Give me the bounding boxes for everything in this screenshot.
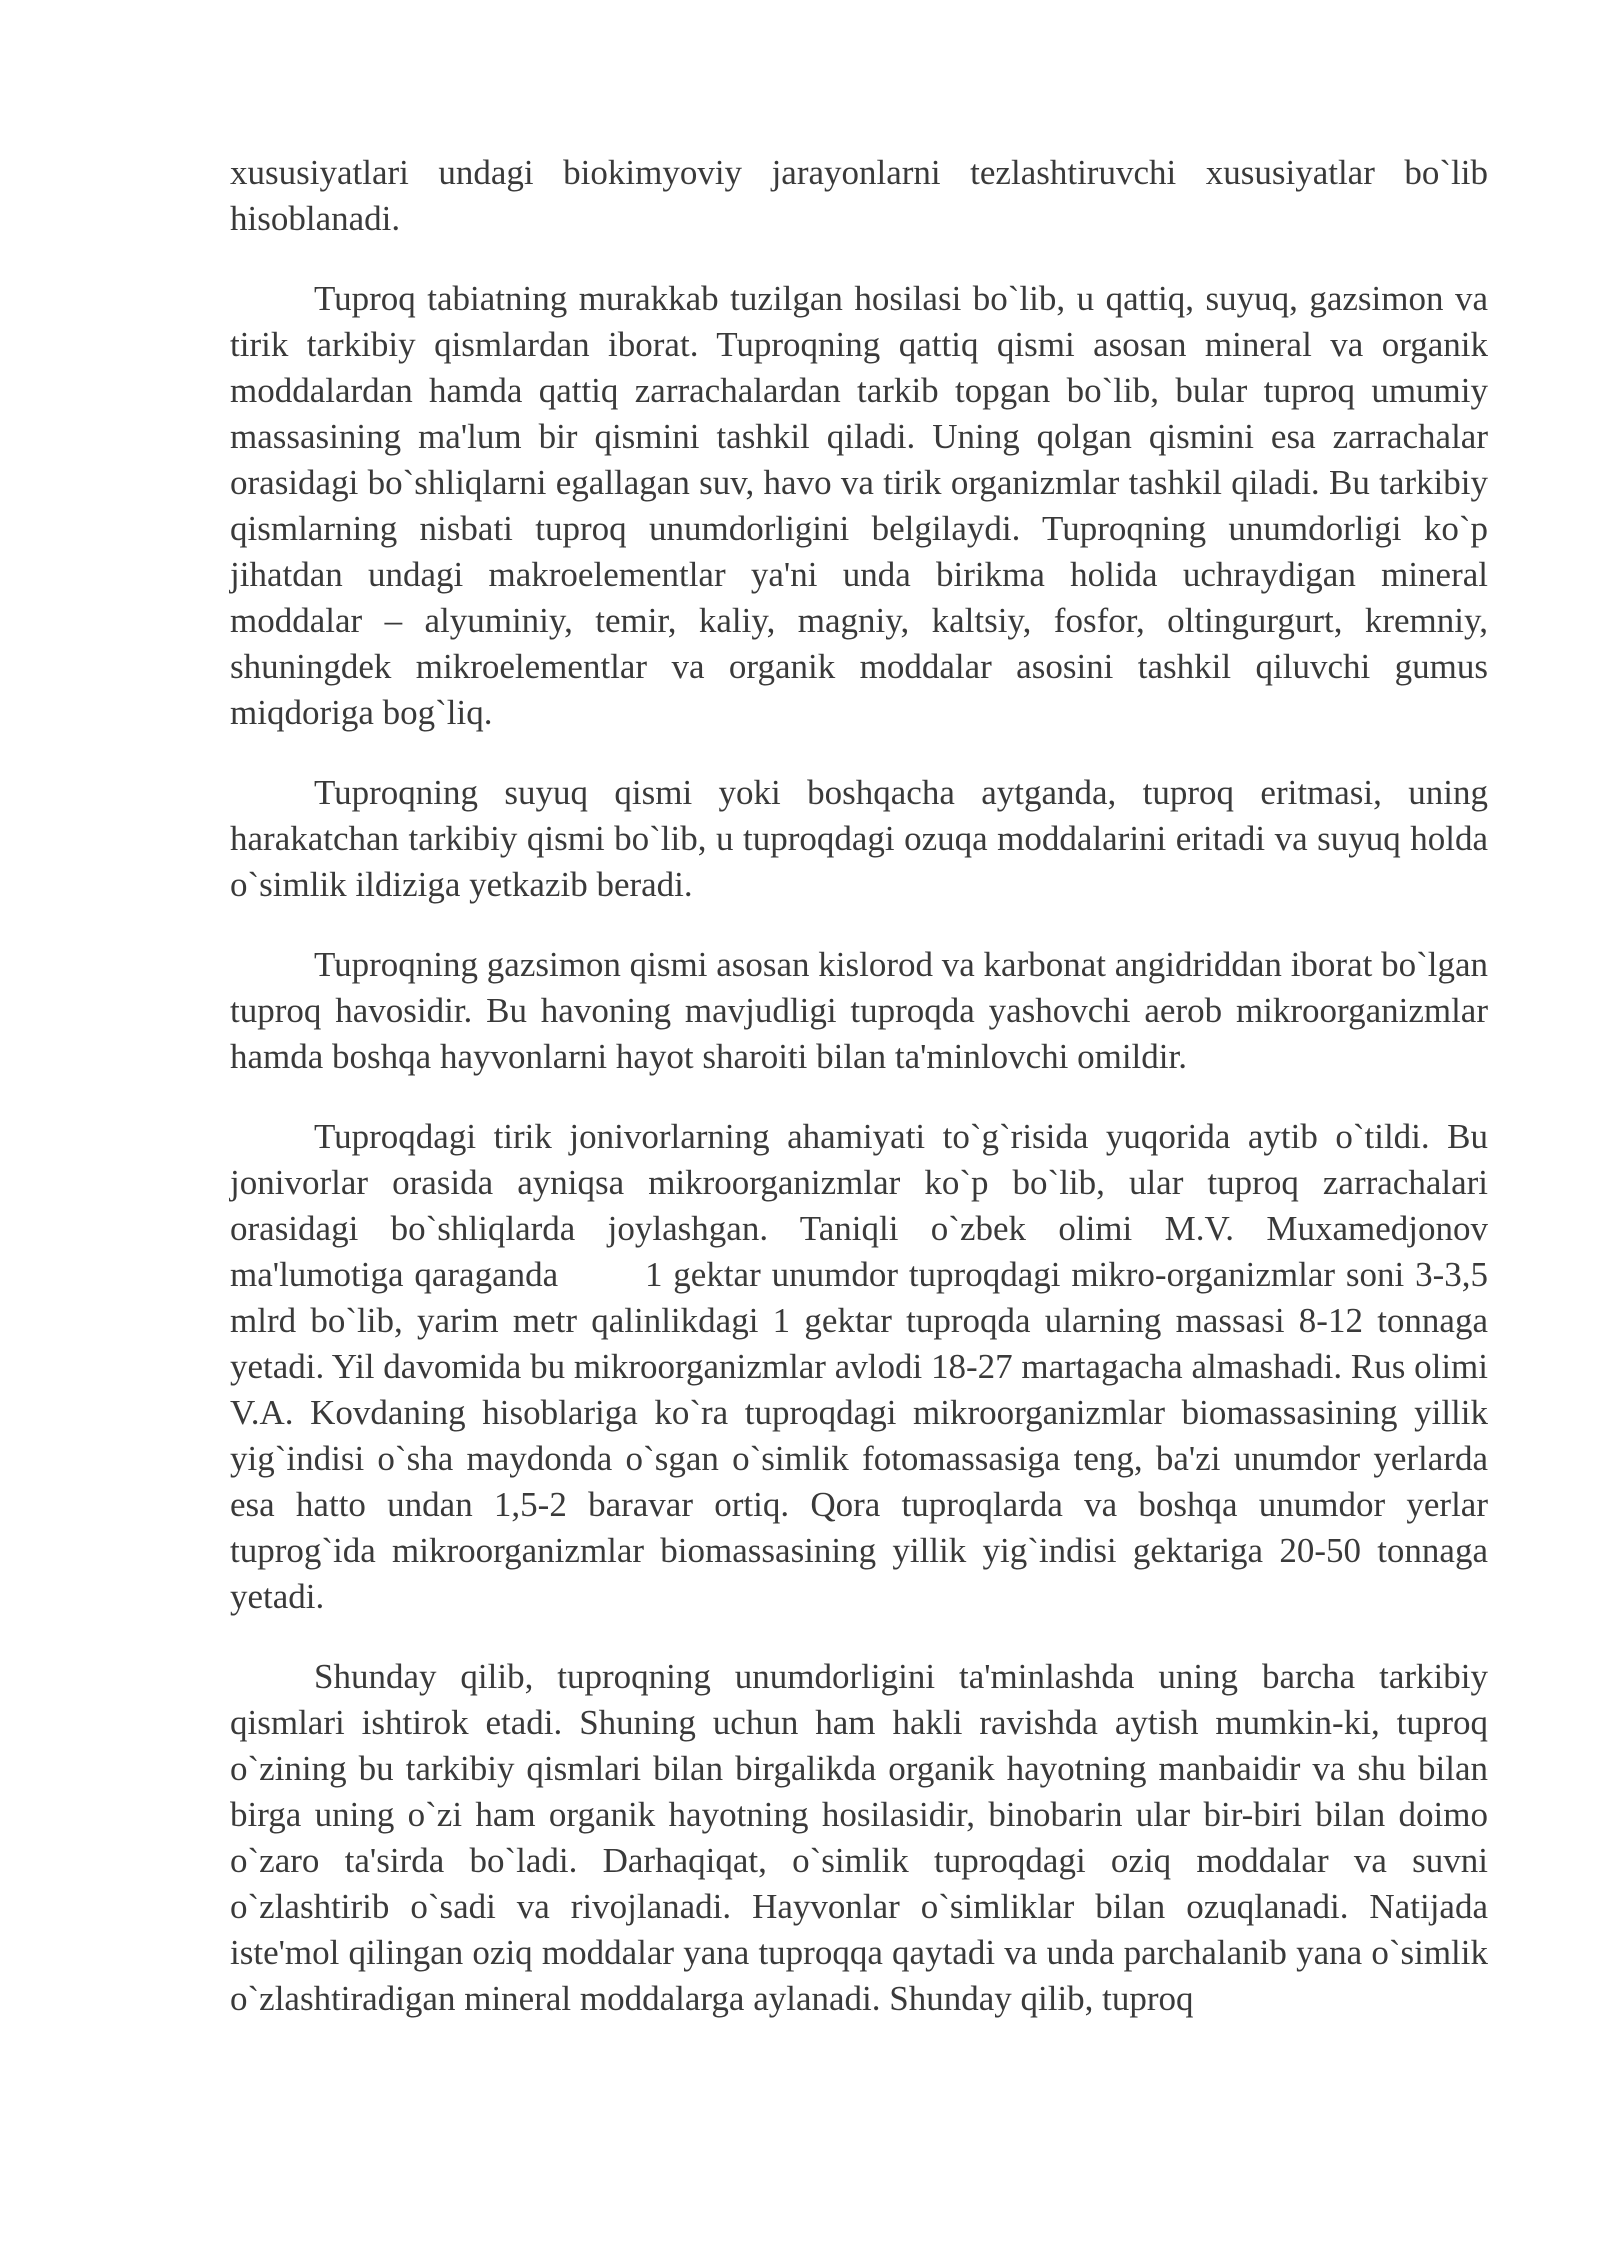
paragraph-5: Tuproqdagi tirik jonivorlarning ahamiyati to`g`risida yuqorida aytib o`tildi. Bu jonivorlar orasida ayniqsa mikroorganizmlar ko`p bo`lib, ular tuproq zarrachalari orasidagi bo`shliqlarda joylashgan. Taniqli o`zbek olimi M.V. Muxamedjonov ma'lumotiga qaraganda 1 gektar unumdor tuproqdagi mikro-organizmlar soni 3-3,5 mlrd bo`lib, yarim metr qalinlikdagi 1 gektar tuproqda ularning massasi 8-12 tonnaga yetadi. Yil davomida bu mikroorganizmlar avlodi 18-27 martagacha almashadi. Rus olimi V.A. Kovdaning hisoblariga ko`ra tuproqdagi mikroorganizmlar biomassasining yillik yig`indisi o`sha maydonda o`sgan o`simlik fotomassasiga teng, ba'zi unumdor yerlarda esa hatto undan 1,5-2 baravar ortiq. Qora tuproqlarda va boshqa unumdor yerlar tuprog`ida mikroorganizmlar biomassasining yillik yig`indisi gektariga 20-50 tonnaga yetadi.: [230, 1117, 1497, 1616]
paragraph-1: xususiyatlari undagi biokimyoviy jarayonlarni tezlashtiruvchi xususiyatlar bo`lib hisoblanadi.: [230, 153, 1488, 238]
paragraph-4: Tuproqning gazsimon qismi asosan kislorod va karbonat angidriddan iborat bo`lgan tuproq havosidir. Bu havoning mavjudligi tuproqda yashovchi aerob mikroorganizmlar hamda boshqa hayvonlarni hayot sharoiti bilan ta'minlovchi omildir.: [230, 945, 1488, 1076]
paragraph-6: Shunday qilib, tuproqning unumdorligini ta'minlashda uning barcha tarkibiy qismlari ishtirok etadi. Shuning uchun ham hakli ravishda aytish mumkin-ki, tuproq o`zining bu tarkibiy qismlari bilan birgalikda organik hayotning manbaidir va shu bilan birga uning o`zi ham organik hayotning hosilasidir, binobarin ular bir-biri bilan doimo o`zaro ta'sirda bo`ladi. Darhaqiqat, o`simlik tuproqdagi oziq moddalar va suvni o`zlashtirib o`sadi va rivojlanadi. Hayvonlar o`simliklar bilan ozuqlanadi. Natijada iste'mol qilingan oziq moddalar yana tuproqqa qaytadi va unda parchalanib yana o`simlik o`zlashtiradigan mineral moddalarga aylanadi. Shunday qilib, tuproq: [230, 1657, 1488, 2018]
paragraph-2: Tuproq tabiatning murakkab tuzilgan hosilasi bo`lib, u qattiq, suyuq, gazsimon va tirik tarkibiy qismlardan iborat. Tuproqning qattiq qismi asosan mineral va organik moddalardan hamda qattiq zarrachalardan tarkib topgan bo`lib, bular tuproq umumiy massasining ma'lum bir qismini tashkil qiladi. Uning qolgan qismini esa zarrachalar orasidagi bo`shliqlarni egallagan suv, havo va tirik organizmlar tashkil qiladi. Bu tarkibiy qismlarning nisbati tuproq unumdorligini belgilaydi. Tuproqning unumdorligi ko`p jihatdan undagi makroelementlar ya'ni unda birikma holida uchraydigan mineral moddalar – alyuminiy, temir, kaliy, magniy, kaltsiy, fosfor, oltingurgurt, kremniy, shuningdek mikroelementlar va organik moddalar asosini tashkil qiluvchi gumus miqdoriga bog`liq.: [230, 279, 1488, 732]
document-page: [230, 150, 1497, 2056]
paragraph-3: Tuproqning suyuq qismi yoki boshqacha aytganda, tuproq eritmasi, uning harakatchan tarkibiy qismi bo`lib, u tuproqdagi ozuqa moddalarini eritadi va suyuq holda o`simlik ildiziga yetkazib beradi.: [230, 773, 1488, 904]
